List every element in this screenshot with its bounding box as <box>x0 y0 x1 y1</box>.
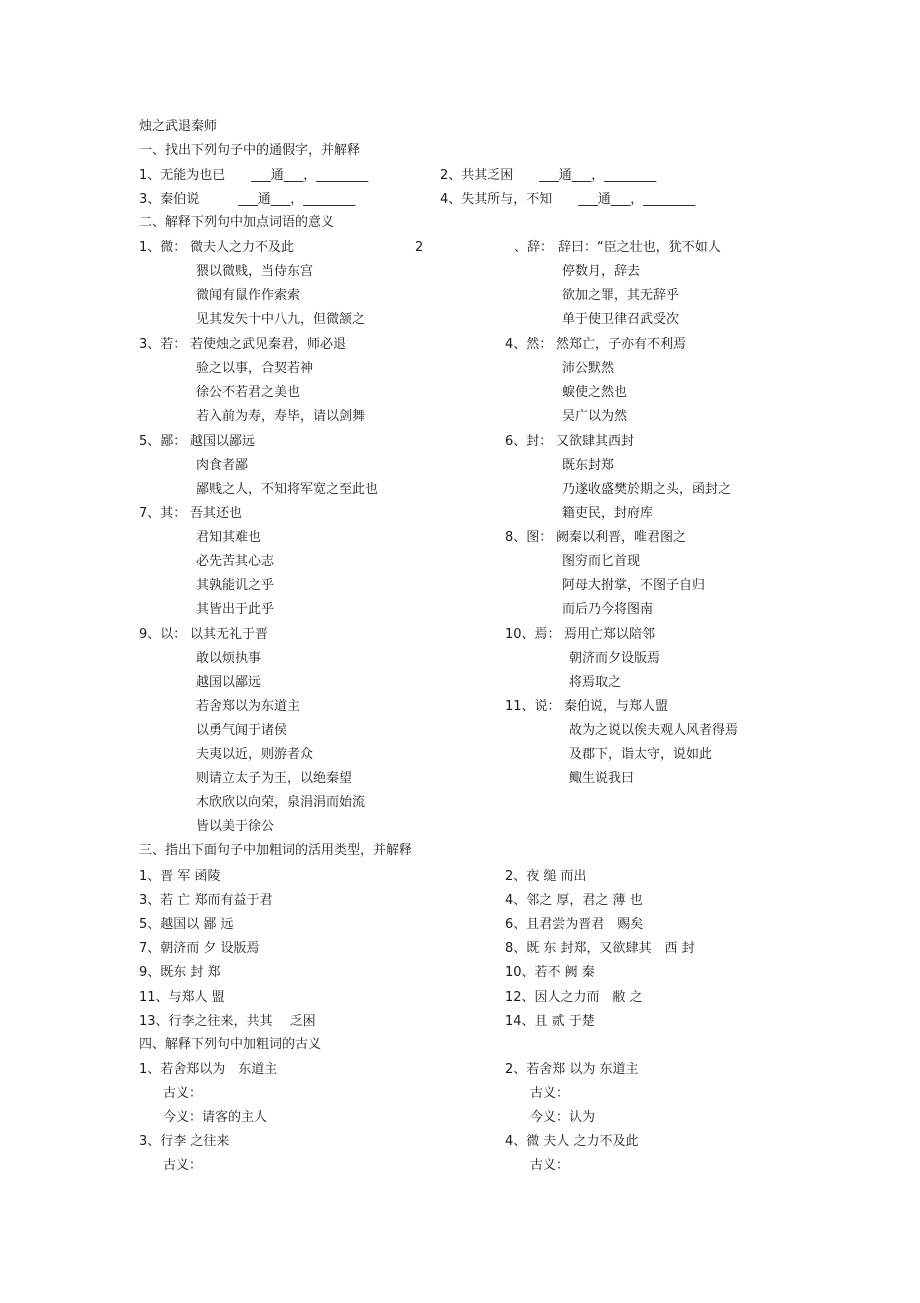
s4-question-2: 2、若舍郑 以为 东道主 <box>505 1062 639 1077</box>
w5-item: 鄙贱之人，不知将军宽之至此也 <box>196 482 379 497</box>
s3-right-item: 14、且 贰 于楚 <box>505 1014 595 1029</box>
w9-item: 越国以鄙远 <box>196 675 262 690</box>
w7-label: 7、其： <box>139 506 187 521</box>
w9-label: 9、以： <box>139 627 187 642</box>
w9-item: 木欣欣以向荣，泉涓涓而始流 <box>196 795 366 810</box>
w8-item: 阙秦以利晋，唯君图之 <box>556 530 687 545</box>
w10-item: 将焉取之 <box>569 675 622 690</box>
w11-label: 11、说： <box>505 699 561 714</box>
w4-item: 吴广以为然 <box>562 409 628 424</box>
w9-item: 皆以美于徐公 <box>196 819 275 834</box>
w10-item: 焉用亡郑以陪邻 <box>564 627 656 642</box>
w9-item: 若舍郑以为东道主 <box>196 699 301 714</box>
s4-q3-ancient-meaning: 古义： <box>163 1158 203 1173</box>
section-3-heading: 三、指出下面句子中加粗词的活用类型，并解释 <box>139 843 413 858</box>
s1-question-4: 4、失其所与，不知 ___通___，________ <box>440 192 696 207</box>
w2-item: 停数月，辞去 <box>562 264 641 279</box>
w1-item: 猥以微贱，当侍东宫 <box>196 264 314 279</box>
w3-item: 若入前为寿，寿毕，请以剑舞 <box>196 409 366 424</box>
w1-item: 微闻有鼠作作索索 <box>196 288 301 303</box>
s4-q2-modern-meaning: 今义：认为 <box>530 1110 596 1125</box>
w9-item: 夫夷以近，则游者众 <box>196 747 314 762</box>
w4-item: 蜧使之然也 <box>562 385 628 400</box>
w2-item: 单于使卫律召武受次 <box>562 312 680 327</box>
s4-question-1: 1、若舍郑以为 东道主 <box>139 1062 278 1077</box>
w4-item: 然郑亡，子亦有不利焉 <box>556 337 687 352</box>
s3-left-item: 5、越国以 鄙 远 <box>139 917 234 932</box>
s3-left-item: 3、若 亡 郑而有益于君 <box>139 893 273 908</box>
s4-q2-ancient-meaning: 古义： <box>530 1086 570 1101</box>
w10-label: 10、焉： <box>505 627 561 642</box>
s3-left-item: 13、行李之往来，共其 乏困 <box>139 1014 316 1029</box>
s3-right-item: 8、既 东 封郑，又欲肆其 西 封 <box>505 941 695 956</box>
w4-label: 4、然： <box>505 337 553 352</box>
w9-item: 以勇气闻于诸侯 <box>196 723 288 738</box>
page-title: 烛之武退秦师 <box>139 119 218 134</box>
w7-item: 君知其难也 <box>196 530 262 545</box>
w11-item: 鲰生说我曰 <box>569 771 635 786</box>
w11-item: 秦伯说，与郑人盟 <box>564 699 669 714</box>
s4-q1-ancient-meaning: 古义： <box>163 1086 203 1101</box>
w8-item: 阿母大拊掌，不图子自归 <box>562 578 706 593</box>
w1-item: 见其发矢十中八九，但微颔之 <box>196 312 366 327</box>
s1-question-1: 1、无能为也已 ___通___，________ <box>139 168 369 183</box>
w10-item: 朝济而夕设版焉 <box>569 651 661 666</box>
s3-right-item: 2、夜 缒 而出 <box>505 869 587 884</box>
w2-item: 辞曰：“臣之壮也，犹不如人 <box>558 240 721 255</box>
w7-item: 必先苦其心志 <box>196 554 275 569</box>
section-2-heading: 二、解释下列句中加点词语的意义 <box>139 215 335 230</box>
section-4-heading: 四、解释下列句中加粗词的古义 <box>139 1037 322 1052</box>
s3-left-item: 9、既东 封 郑 <box>139 965 221 980</box>
w3-item: 若使烛之武见秦君，师必退 <box>190 337 347 352</box>
w7-item: 其孰能讥之乎 <box>196 578 275 593</box>
w5-label: 5、鄙： <box>139 434 187 449</box>
w8-label: 8、图： <box>505 530 553 545</box>
w6-item: 既东封郑 <box>562 458 615 473</box>
s3-right-item: 6、且君尝为晋君 赐矣 <box>505 917 644 932</box>
w2-label: 、辞： <box>514 240 554 255</box>
w7-item: 吾其还也 <box>190 506 243 521</box>
w8-item: 图穷而匕首现 <box>562 554 641 569</box>
w3-label: 3、若： <box>139 337 187 352</box>
s3-left-item: 11、与郑人 盟 <box>139 990 225 1005</box>
w9-item: 以其无礼于晋 <box>190 627 269 642</box>
w3-item: 徐公不若君之美也 <box>196 385 301 400</box>
w9-item: 敢以烦执事 <box>196 651 262 666</box>
s3-left-item: 7、朝济而 夕 设版焉 <box>139 941 260 956</box>
w4-item: 沛公默然 <box>562 361 615 376</box>
s3-right-item: 12、因人之力而 敝 之 <box>505 990 643 1005</box>
w6-item: 乃遂收盛樊於期之头，函封之 <box>562 482 732 497</box>
s4-question-3: 3、行李 之往来 <box>139 1134 230 1149</box>
w5-item: 肉食者鄙 <box>196 458 249 473</box>
s1-question-2: 2、共其乏困 ___通___，________ <box>440 168 657 183</box>
s3-right-item: 10、若不 阙 秦 <box>505 965 595 980</box>
s4-q1-modern-meaning: 今义：请客的主人 <box>163 1110 268 1125</box>
s4-question-4: 4、微 夫人 之力不及此 <box>505 1134 639 1149</box>
w2-item: 欲加之罪，其无辞乎 <box>562 288 680 303</box>
w7-item: 其皆出于此乎 <box>196 602 275 617</box>
w9-item: 则请立太子为王，以绝秦望 <box>196 771 353 786</box>
section-1-heading: 一、找出下列句子中的通假字，并解释 <box>139 143 361 158</box>
w8-item: 而后乃今将图南 <box>562 602 654 617</box>
w6-item: 又欲肆其西封 <box>556 434 635 449</box>
w11-item: 故为之说以俟夫观人风者得焉 <box>569 723 739 738</box>
w11-item: 及郡下，诣太守，说如此 <box>569 747 713 762</box>
w6-label: 6、封： <box>505 434 553 449</box>
s4-q4-ancient-meaning: 古义： <box>530 1158 570 1173</box>
w6-item: 籍吏民，封府库 <box>562 506 654 521</box>
w3-item: 验之以事，合契若神 <box>196 361 314 376</box>
s3-left-item: 1、晋 军 函陵 <box>139 869 221 884</box>
w1-item: 微夫人之力不及此 <box>190 240 295 255</box>
s3-right-item: 4、邻之 厚，君之 薄 也 <box>505 893 643 908</box>
s1-question-3: 3、秦伯说 ___通___，________ <box>139 192 356 207</box>
w5-item: 越国以鄙远 <box>190 434 256 449</box>
w2-number: 2 <box>415 240 424 255</box>
w1-label: 1、微： <box>139 240 187 255</box>
